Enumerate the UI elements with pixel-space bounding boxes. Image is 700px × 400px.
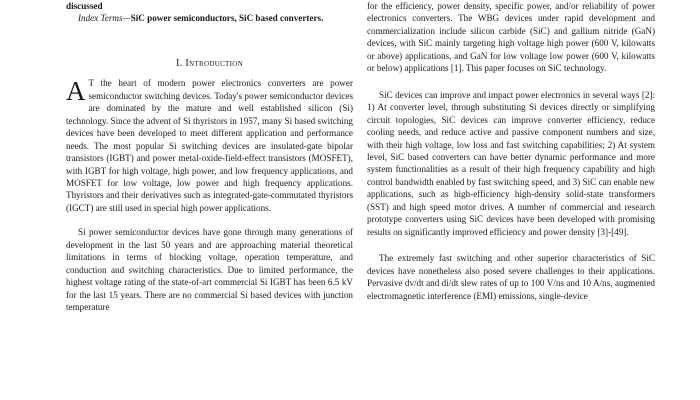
right-paragraph-2: SiC devices can improve and impact power electronics in several ways [2]: 1) At converter level, through substituting Si devices directly or simplifying circuit topologies, SiC devices can improve converter efficiency, reduce cooling needs, and reduce active and passive component numbers and size, with their high voltage, low loss and fast switching capabilities; 2) At system level, SiC based converters can have better dynamic performance and more system functionalities as a result of their high frequency capability and high control bandwidth enabled by fast switching speed, and 3) SiC can enable new applications, such as high-efficiency high-density solid-state transformers (SST) and high speed motor drives. A number of commercial and research prototype converters using SiC devices have been developed with promising results on significantly improved efficiency and power density [3]-[49]. bbox=[367, 89, 655, 237]
right-paragraph-1: for the efficiency, power density, specific power, and/or reliability of power electronics converters. The WBG devices under rapid development and commercialization include silicon carbide (SiC) and gallium nitride (GaN) devices, with SiC mainly targeting high voltage high power (600 V, kilowatts or above) applications, and GaN for low voltage low power (600 V, kilowatts or below) applications [1]. This paper focuses on SiC technology. bbox=[367, 1, 655, 74]
right-paragraph-3: The extremely fast switching and other superior characteristics of SiC devices have nonetheless also posed severe challenges to their applications. Pervasive dv/dt and di/dt slew rates of up to 100 V/ns and 10 A/ns, augmented electromagnetic interference (EMI) emissions, single-device bbox=[367, 253, 655, 301]
drop-cap: A bbox=[66, 76, 86, 107]
right-column bbox=[367, 0, 655, 302]
left-column bbox=[66, 0, 353, 314]
intro-paragraph-2: Si power semiconductor devices have gone through many generations of development in the last 50 years and are approaching material theoretical limitations in terms of blocking voltage, operation temperature, and conduction and switching characteristics. Due to limited performance, the highest voltage rating of the state-of-art commercial Si IGBT has been 6.5 kV for the last 15 years. There are no commercial Si based devices with junction temperature bbox=[66, 227, 353, 313]
index-terms bbox=[66, 12, 353, 24]
intro-paragraph-1 bbox=[66, 77, 353, 214]
index-terms-text: SiC power semiconductors, SiC based converters. bbox=[130, 13, 324, 24]
intro-paragraph-1-text: T the heart of modern power electronics converters are power semiconductor switching devices. Today's power semiconductor devices are dominated by the mature and well established silicon (Si) technology. Since the advent of Si thyristors in 1957, many Si based switching devices have been developed to meet different application and performance needs. The most popular Si switching devices are insulated-gate bipolar transistors (IGBT) and power metal-oxide-field-effect transistors (MOSFET), with IGBT for high voltage, high power, and low frequency applications, and MOSFET for low voltage, low power and high frequency applications. Thyristors and their derivatives such as integrated-gate-commutated thyristors (IGCT) are still used in special high power applications. bbox=[66, 78, 353, 213]
section-heading: I. Introduction bbox=[176, 57, 243, 69]
abstract-end-fragment: discussed bbox=[66, 1, 103, 11]
index-terms-label: Index Terms— bbox=[78, 13, 131, 24]
